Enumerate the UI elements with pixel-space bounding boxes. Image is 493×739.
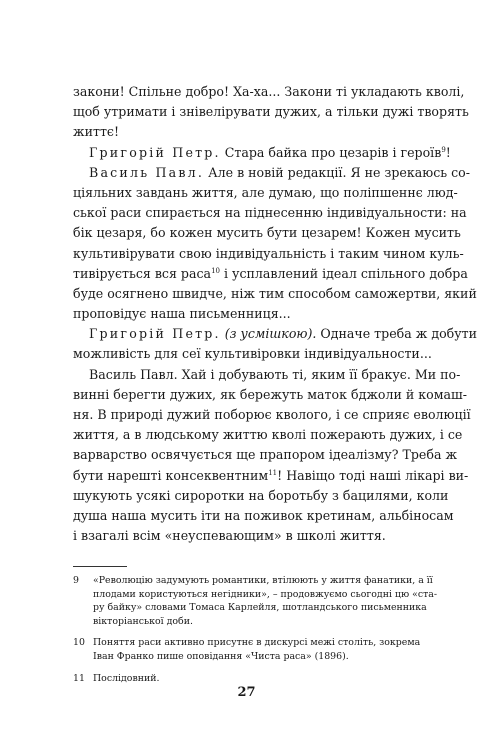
footnote-number: 11 bbox=[73, 672, 85, 684]
text-line: бік цезаря, бо кожен мусить бути цезарем! Кожен мусить bbox=[73, 225, 461, 241]
speaker-name: Василь Павл. bbox=[89, 164, 205, 180]
text-line: варварство освячується ще прапором ідеалізму? Треба ж bbox=[73, 447, 458, 463]
text-line: ціяльних завдань життя, але думаю, що поліпшеннє люд- bbox=[73, 184, 458, 200]
dialogue-text: Стара байка про цезарів і героїв bbox=[224, 144, 442, 160]
footnote-ref: 9 bbox=[441, 145, 446, 154]
footnote-line: вікторіанської доби. bbox=[93, 615, 193, 627]
footnote bbox=[73, 636, 420, 663]
speaker-name: Григорій Петр. bbox=[89, 144, 221, 160]
stage-direction: (з усмішкою). bbox=[224, 326, 317, 342]
footnote-number: 9 bbox=[73, 575, 79, 586]
text-line: ської раси спирається на піднесенню індивідуальности: на bbox=[73, 205, 467, 221]
text-line: закони! Спільне добро! Ха-ха... Закони ті укладають кволі, bbox=[73, 84, 465, 99]
dialogue-line: Василь Павл. Хай і добувають ті, яким її бракує. Ми по- bbox=[89, 366, 461, 382]
text-line: ня. В природі дужий поборює кволого, і се сприяє еволюції bbox=[73, 407, 471, 422]
text-line: щоб утримати і знівелірувати дужих, а тільки дужі творять bbox=[73, 104, 469, 120]
dialogue-text: Одначе треба ж добути bbox=[320, 326, 478, 342]
footnote-line: Іван Франко пише оповідання «Чиста раса» (1896). bbox=[93, 650, 349, 662]
footnote-number: 10 bbox=[73, 637, 85, 649]
text-line: шукують усякі сироротки на боротьбу з бацилями, коли bbox=[73, 487, 449, 503]
text-line: проповідує наша письменниця... bbox=[73, 306, 291, 322]
text-line: душа наша мусить іти на поживок кретинам, альбіносам bbox=[73, 507, 454, 523]
dialogue-text: Але в новій редакції. Я не зрекаюсь со- bbox=[208, 164, 471, 180]
text-line: тивірується вся раса$^{10}$ і усплавлений ідеал спільного добра bbox=[73, 265, 468, 281]
footnotes bbox=[73, 574, 438, 693]
text-line: життє! bbox=[73, 124, 120, 140]
footnote-line: плодами користуються негідники», – продовжуємо сьогодні цю «ста- bbox=[93, 588, 438, 600]
footnote bbox=[73, 574, 438, 628]
speaker-name: Григорій Петр. bbox=[89, 326, 221, 342]
footnote bbox=[73, 672, 420, 686]
text-line: буде осягнено швидче, ніж тим способом саможертви, який bbox=[73, 285, 477, 301]
text-line: винні берегти дужих, як бережуть маток бджоли й комаш- bbox=[73, 386, 468, 402]
footnote-ref: 11 bbox=[268, 468, 278, 477]
footnote-divider bbox=[73, 566, 127, 567]
text-line: культивірувати свою індивідуальність і таким чином куль- bbox=[73, 245, 464, 261]
page-number: 27 bbox=[237, 685, 256, 700]
dialogue-line bbox=[73, 163, 471, 183]
dialogue-line: Григорій Петр. Стара байка про цезарів і героїв$^9$! bbox=[89, 144, 451, 160]
text-line: можливість для сеї культивіровки індивідуальности... bbox=[73, 346, 432, 362]
footnote-line: Послідовний. bbox=[93, 672, 160, 684]
footnote-line: «Революцію задумують романтики, втілюють у життя фанатики, а її bbox=[93, 575, 433, 586]
text-line: і взагалі всім «неуспевающим» в школі життя. bbox=[73, 528, 386, 544]
footnote-line: ру байку» словами Томаса Карлейля, шотландського письменника bbox=[93, 602, 427, 614]
footnote-line: Поняття раси активно присутнє в дискурсі межі століть, зокрема bbox=[93, 637, 421, 649]
main-text bbox=[73, 82, 478, 546]
text-line: бути нарешті консеквентним$^{11}$! Навіщо тоді наші лікарі ви- bbox=[73, 467, 469, 483]
footnote-ref: 10 bbox=[211, 266, 220, 275]
dialogue-line bbox=[73, 324, 478, 344]
text-line: життя, а в людському життю кволі пожерають дужих, і се bbox=[73, 427, 463, 443]
